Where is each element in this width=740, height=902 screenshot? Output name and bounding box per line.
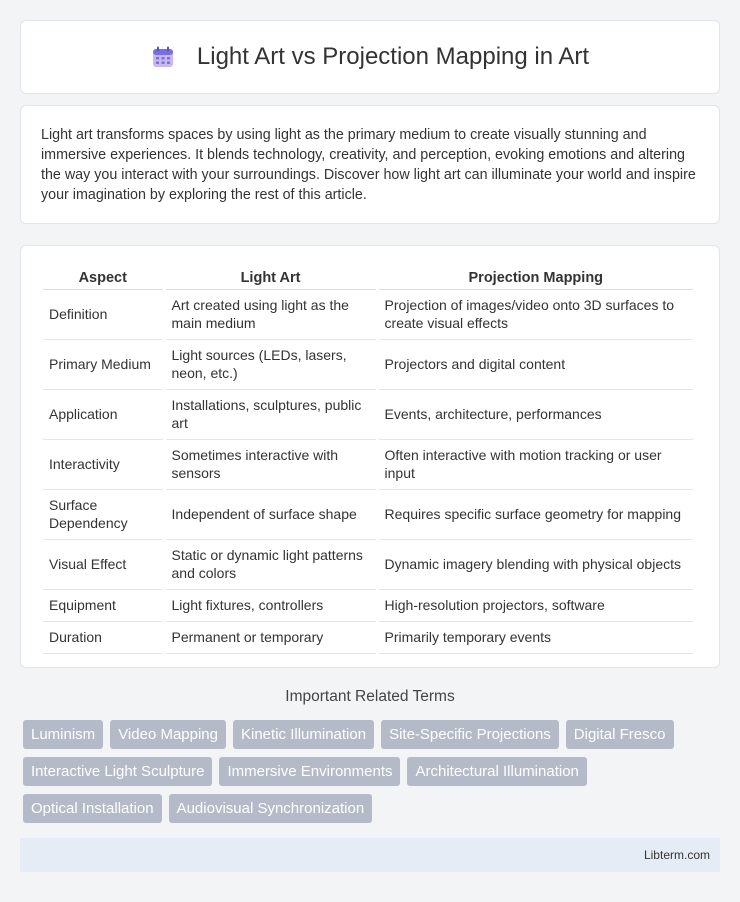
table-cell: Primarily temporary events <box>379 622 693 654</box>
table-cell: Application <box>43 390 163 440</box>
table-row <box>43 590 693 622</box>
related-terms-list <box>23 720 723 823</box>
table-cell: Surface Dependency <box>43 490 163 540</box>
header-card <box>20 20 720 94</box>
related-term-tag[interactable]: Interactive Light Sculpture <box>23 757 212 786</box>
table-cell: Visual Effect <box>43 540 163 590</box>
table-cell: Requires specific surface geometry for mapping <box>379 490 693 540</box>
table-cell: Projection of images/video onto 3D surfaces to create visual effects <box>379 290 693 340</box>
table-cell: Primary Medium <box>43 340 163 390</box>
table-cell: Projectors and digital content <box>379 340 693 390</box>
table-cell: Duration <box>43 622 163 654</box>
header-light-art: Light Art <box>166 264 376 290</box>
comparison-card <box>20 245 720 668</box>
table-cell: Art created using light as the main medium <box>166 290 376 340</box>
table-row <box>43 390 693 440</box>
calendar-icon <box>151 45 175 69</box>
related-term-tag[interactable]: Luminism <box>23 720 103 749</box>
footer <box>20 838 720 872</box>
related-term-tag[interactable]: Optical Installation <box>23 794 162 823</box>
table-row <box>43 440 693 490</box>
related-term-tag[interactable]: Audiovisual Synchronization <box>169 794 373 823</box>
related-term-tag[interactable]: Digital Fresco <box>566 720 674 749</box>
table-cell: Permanent or temporary <box>166 622 376 654</box>
intro-card <box>20 105 720 224</box>
intro-text: Light art transforms spaces by using light as the primary medium to create visually stunning and immersive experiences. It blends technology, creativity, and perception, evoking emotions and altering the way you interact with your surroundings. Discover how light art can illuminate your world and inspire your imagination by exploring the rest of this article. <box>41 127 696 203</box>
comparison-table <box>40 264 696 654</box>
table-cell: Definition <box>43 290 163 340</box>
related-term-tag[interactable]: Kinetic Illumination <box>233 720 374 749</box>
related-term-tag[interactable]: Immersive Environments <box>219 757 400 786</box>
header-aspect: Aspect <box>43 264 163 290</box>
table-header-row <box>43 264 693 290</box>
header-projection-mapping: Projection Mapping <box>379 264 693 290</box>
table-row <box>43 290 693 340</box>
table-cell: Interactivity <box>43 440 163 490</box>
table-cell: Static or dynamic light patterns and colors <box>166 540 376 590</box>
related-terms-title: Important Related Terms <box>285 688 455 705</box>
page-title: Light Art vs Projection Mapping in Art <box>196 43 590 70</box>
table-cell: Events, architecture, performances <box>379 390 693 440</box>
footer-brand-link[interactable]: Libterm.com <box>643 848 710 862</box>
table-cell: High-resolution projectors, software <box>379 590 693 622</box>
table-row <box>43 340 693 390</box>
table-cell: Light sources (LEDs, lasers, neon, etc.) <box>166 340 376 390</box>
related-term-tag[interactable]: Site-Specific Projections <box>381 720 559 749</box>
table-cell: Dynamic imagery blending with physical objects <box>379 540 693 590</box>
table-cell: Independent of surface shape <box>166 490 376 540</box>
table-cell: Sometimes interactive with sensors <box>166 440 376 490</box>
table-cell: Installations, sculptures, public art <box>166 390 376 440</box>
table-row <box>43 622 693 654</box>
related-term-tag[interactable]: Video Mapping <box>110 720 226 749</box>
table-row <box>43 490 693 540</box>
table-row <box>43 540 693 590</box>
related-term-tag[interactable]: Architectural Illumination <box>407 757 586 786</box>
table-cell: Often interactive with motion tracking or user input <box>379 440 693 490</box>
table-cell: Equipment <box>43 590 163 622</box>
table-cell: Light fixtures, controllers <box>166 590 376 622</box>
